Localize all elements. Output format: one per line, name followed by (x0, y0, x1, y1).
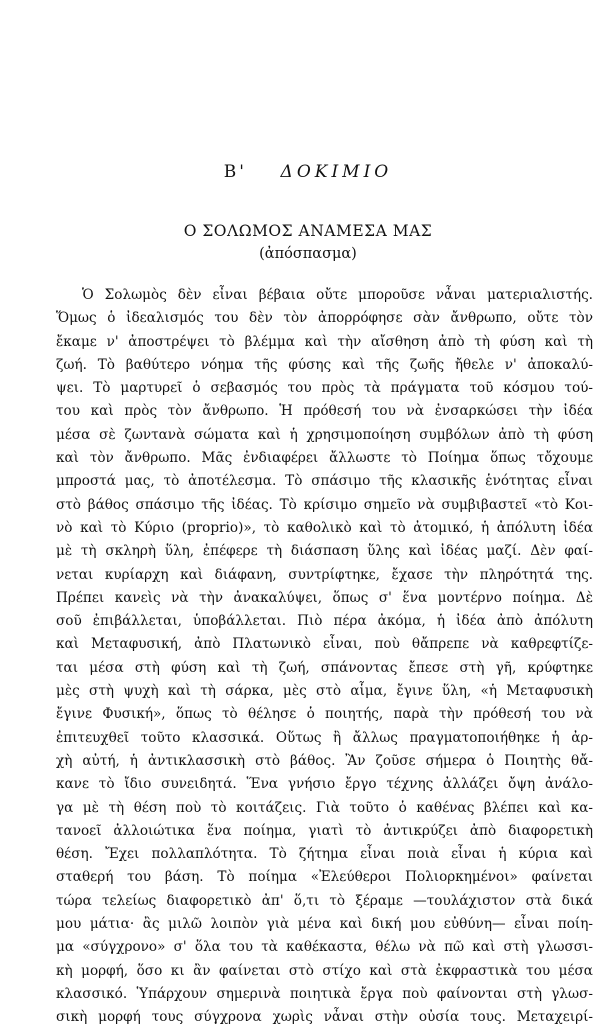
essay-body (56, 284, 593, 1030)
body-line: σοῦ ἐπιβάλλεται, ὑποβάλλεται. Πιὸ πέρα ἀκόμα, ἡ ἰδέα ἀπὸ ἀπόλυτη (56, 613, 593, 630)
body-line: τανοεῖ ἀλλοιώτικα ἕνα ποίημα, γιατὶ τὸ ἀντικρύζει ἀπὸ διαφορετικὴ (56, 822, 593, 839)
body-line: ψει. Τὸ μαρτυρεῖ ὁ σεβασμός του πρὸς τὰ πράγματα τοῦ κόσμου τού- (56, 380, 593, 397)
body-line: κανε τὸ ἴδιο συνειδητά. Ἕνα γνήσιο ἔργο τέχνης ἀλλάζει ὄψη ἀνάλο- (56, 776, 593, 793)
section-number: Β' (223, 162, 247, 182)
body-line: κλασσικό. Ὑπάρχουν σημερινὰ ποιητικὰ ἔργα ποὺ φαίνονται στὴ γλωσ- (56, 985, 593, 1002)
body-line: ζωή. Τὸ βαθύτερο νόημα τῆς φύσης καὶ τῆς ζωῆς ἤθελε ν' ἀποκαλύ- (56, 356, 593, 373)
body-line: μπροστά μας, τὸ ἀποτέλεσμα. Τὸ σπάσιμο τῆς κλασικῆς ἑνότητας εἶναι (56, 473, 593, 490)
body-line: καὶ τὸν ἄνθρωπο. Μᾶς ἐνδιαφέρει ἄλλωστε τὸ Ποίημα ὅπως τὄχουμε (56, 450, 593, 467)
body-line: χὴ αὐτή, ἡ ἀντικλασσικὴ στὸ βάθος. Ἂν ζοῦσε σήμερα ὁ Ποιητὴς θἄ- (56, 752, 593, 769)
body-line: σταθερή του βάση. Τὸ ποίημα «Ἐλεύθεροι Πολιορκημένοι» φαίνεται (56, 869, 593, 886)
body-line: Ὅμως ὁ ἰδεαλισμός του δὲν τὸν ἀπορρόφησε σὰν ἄνθρωπο, οὔτε τὸν (56, 310, 593, 327)
body-line: του καὶ πρὸς τὸν ἄνθρωπο. Ἡ πρόθεσή του νὰ ἐνσαρκώσει τὴν ἰδέα (56, 403, 593, 420)
body-line: καὶ Μεταφυσική, ἀπὸ Πλατωνικὸ εἶναι, ποὺ θἄπρεπε νὰ καθρεφτίζε- (56, 636, 593, 653)
body-line: μὲς στὴ ψυχὴ καὶ τὴ σάρκα, μὲς στὸ αἷμα, ἔγινε ὕλη, «ἡ Μεταφυσικὴ (56, 683, 593, 700)
body-line: θέση. Ἔχει πολλαπλότητα. Τὸ ζήτημα εἶναι ποιὰ εἶναι ἡ κύρια καὶ (56, 846, 593, 863)
body-line: ἔκαμε ν' ἀποστρέψει τὸ βλέμμα καὶ τὴν αἴσθηση ἀπὸ τὴ φύση καὶ τὴ (56, 333, 593, 350)
body-line: στὸ βάθος σπάσιμο τῆς ἰδέας. Τὸ κρίσιμο σημεῖο νὰ συμβιβαστεῖ «τὸ Κοι- (56, 496, 593, 513)
essay-title: Ο ΣΟΛΩΜΟΣ ΑΝΑΜΕΣΑ ΜΑΣ (183, 222, 433, 240)
section-heading (0, 162, 616, 182)
body-line: ται μέσα στὴ φύση καὶ τὴ ζωή, σπάνοντας ἔπεσε στὴ γῆ, κρύφτηκε (56, 659, 593, 676)
body-line: νεται κυρίαρχη καὶ διάφανη, συντρίφτηκε, ἔχασε τὴν πληρότητά της. (56, 566, 593, 583)
body-line: Πρέπει κανεὶς νὰ τὴν ἀνακαλύψει, ὅπως σ' ἕνα μοντέρνο ποίημα. Δὲ (56, 589, 593, 606)
body-line: μέσα σὲ ζωντανὰ σώματα καὶ ἡ χρησιμοποίηση συμβόλων ἀπὸ τὴ φύση (56, 426, 593, 443)
body-line: γα μὲ τὴ θέση ποὺ τὸ κοιτάζεις. Γιὰ τοῦτο ὁ καθένας βλέπει καὶ κα- (56, 799, 593, 816)
body-line: κὴ μορφή, ὅσο κι ἂν φαίνεται στὸ στίχο καὶ στὰ ἐκφραστικὰ του μέσα (56, 962, 593, 979)
body-line: σικὴ μορφή τους σύγχρονα χωρὶς νἆναι στὴν οὐσία τους. Μεταχειρί- (56, 1009, 593, 1026)
body-line: ἐπιτευχθεῖ τοῦτο κλασσικά. Οὕτως ἢ ἄλλως πραγματοποιήθηκε ἡ ἀρ- (56, 729, 593, 746)
body-line: μα «σύγχρονο» σ' ὅλα του τὰ καθέκαστα, θέλω νὰ πῶ καὶ στὴ γλωσσι- (56, 939, 593, 956)
section-label: ΔΟΚΙΜΙΟ (280, 162, 393, 182)
body-line: μὲ τὴ σκληρὴ ὕλη, ἐπέφερε τὴ διάσπαση ὕλης καὶ ἰδέας μαζί. Δὲν φαί- (56, 543, 593, 560)
body-line: ἔγινε Φυσική», ὅπως τὸ θέλησε ὁ ποιητής, παρὰ τὴν πρόθεσή του νὰ (56, 706, 593, 723)
essay-subtitle: (ἀπόσπασμα) (259, 246, 357, 262)
body-line: μου μάτια· ἂς μιλῶ λοιπὸν γιὰ μένα καὶ δική μου εὐθύνη— εἶναι ποίη- (56, 916, 593, 933)
body-line: Ὁ Σολωμὸς δὲν εἶναι βέβαια οὔτε μποροῦσε νἆναι ματεριαλιστής. (82, 287, 593, 303)
body-line: νὸ καὶ τὸ Κύριο (proprio)», τὸ καθολικὸ καὶ τὸ ἀτομικό, ἡ ἀπόλυτη ἰδέα (56, 519, 593, 536)
body-line: τώρα τελείως διαφορετικὸ ἀπ' ὅ,τι τὸ ξέραμε —τουλάχιστον στὰ δικά (56, 892, 593, 909)
